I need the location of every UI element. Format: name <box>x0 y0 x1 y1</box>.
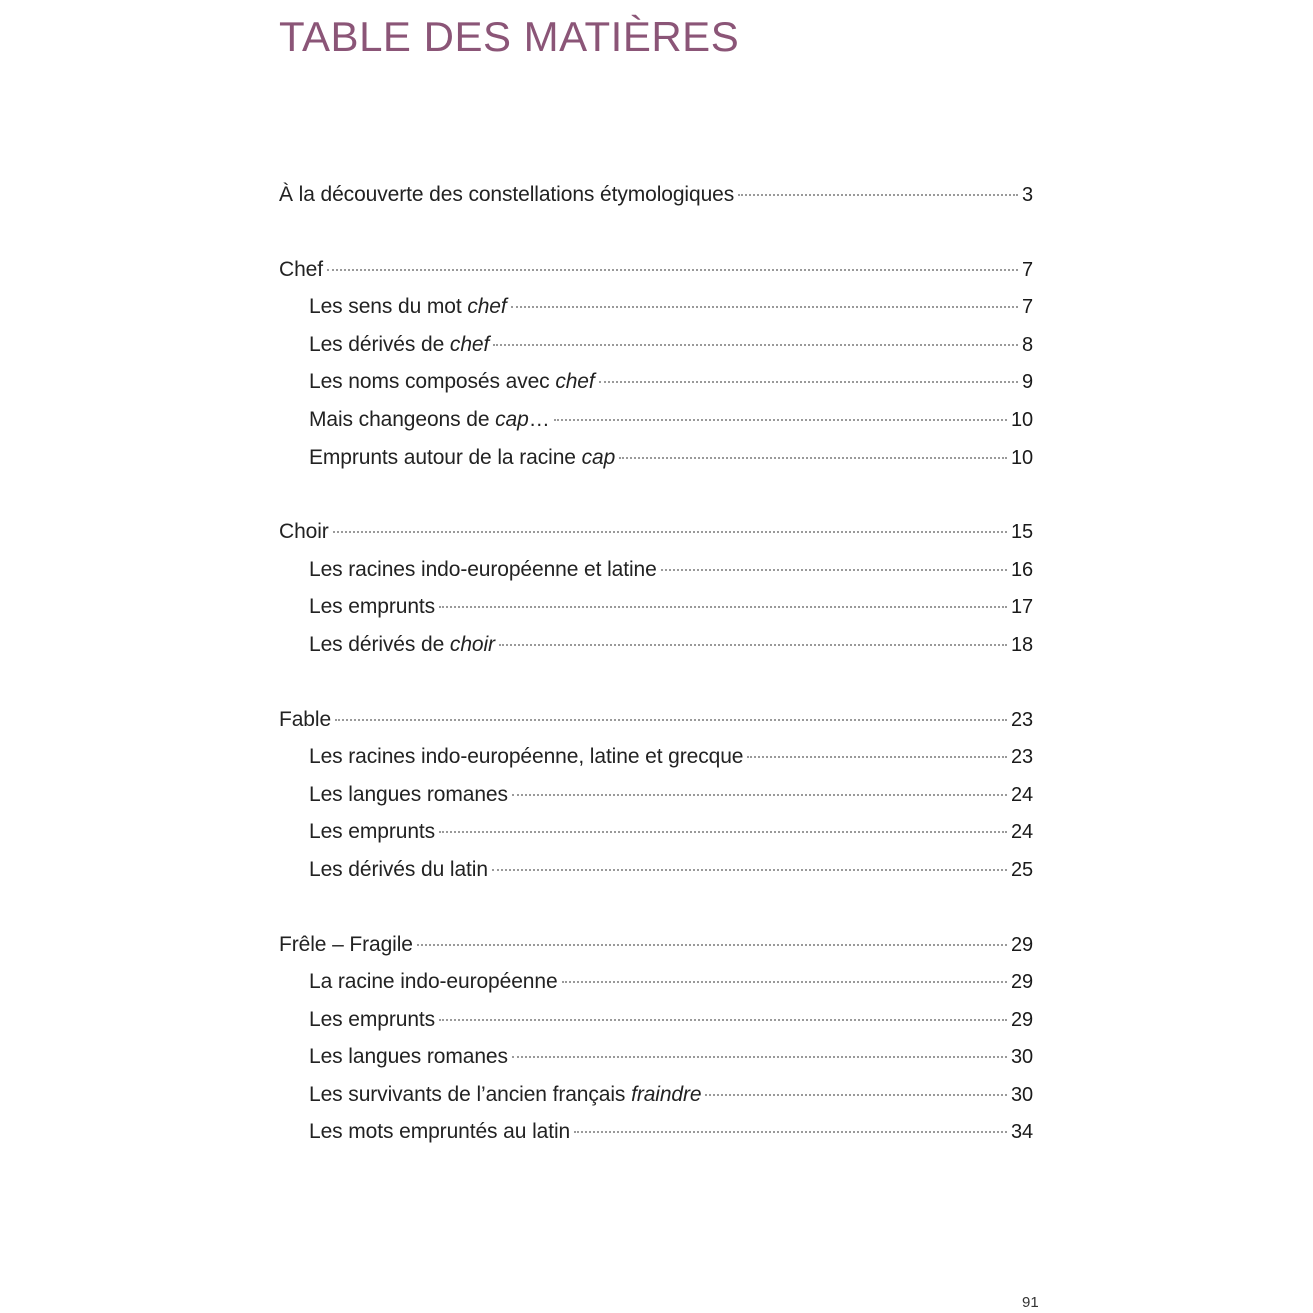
dot-leader <box>335 719 1007 721</box>
entry-label <box>279 701 331 739</box>
entry-label <box>309 288 507 326</box>
dot-leader <box>599 381 1018 383</box>
entry-text: Les dérivés du latin <box>309 857 488 881</box>
entry-label <box>279 176 734 214</box>
entry-text: Les emprunts <box>309 1007 436 1031</box>
entry-text: Frêle – Fragile <box>279 932 413 956</box>
toc-subentry <box>279 776 1033 814</box>
entry-text: La racine indo-européenne <box>309 970 558 994</box>
entry-label <box>309 626 495 664</box>
dot-leader <box>705 1094 1006 1096</box>
entry-label <box>309 326 489 364</box>
entry-label <box>309 401 550 439</box>
entry-label <box>309 1113 570 1151</box>
dot-leader <box>439 831 1007 833</box>
toc-section <box>279 513 1033 663</box>
entry-page-number: 8 <box>1021 333 1033 356</box>
dot-leader <box>512 794 1007 796</box>
entry-text-suffix: … <box>528 407 550 431</box>
entry-page-number: 17 <box>1010 596 1033 619</box>
entry-page-number: 24 <box>1010 821 1033 844</box>
dot-leader <box>562 981 1007 983</box>
toc-section <box>279 926 1033 1152</box>
entry-page-number: 25 <box>1010 858 1033 881</box>
entry-label <box>309 588 435 626</box>
entry-page-number: 7 <box>1021 296 1033 319</box>
page-title: TABLE DES MATIÈRES <box>279 13 740 60</box>
entry-text: Les emprunts <box>309 820 436 844</box>
entry-label <box>309 813 435 851</box>
toc-entry <box>279 513 1033 551</box>
entry-page-number: 23 <box>1010 746 1033 769</box>
entry-label <box>309 439 615 477</box>
toc-subentry <box>279 813 1033 851</box>
entry-italic-term: chef <box>467 295 507 319</box>
toc-entry <box>279 251 1033 289</box>
entry-label <box>309 363 595 401</box>
entry-label <box>279 926 413 964</box>
entry-italic-term: cap <box>581 445 616 469</box>
dot-leader <box>661 569 1007 571</box>
table-of-contents <box>279 176 1033 1188</box>
entry-page-number: 10 <box>1010 446 1033 469</box>
dot-leader <box>333 531 1007 533</box>
entry-page-number: 23 <box>1010 708 1033 731</box>
entry-text: Les langues romanes <box>309 782 508 806</box>
entry-page-number: 16 <box>1010 558 1033 581</box>
toc-entry <box>279 926 1033 964</box>
toc-subentry <box>279 326 1033 364</box>
entry-text: Les noms composés avec <box>309 370 556 394</box>
toc-entry <box>279 701 1033 739</box>
entry-page-number: 18 <box>1010 633 1033 656</box>
entry-italic-term: chef <box>555 370 595 394</box>
dot-leader <box>554 419 1007 421</box>
entry-text: Les emprunts <box>309 595 436 619</box>
entry-text: Choir <box>279 520 329 544</box>
toc-subentry <box>279 551 1033 589</box>
entry-page-number: 24 <box>1010 783 1033 806</box>
toc-entry <box>279 176 1033 214</box>
entry-label <box>309 963 558 1001</box>
entry-text: À la découverte des constellations étymologiques <box>279 183 735 206</box>
entry-text: Les racines indo-européenne et latine <box>309 557 657 581</box>
entry-text: Les sens du mot <box>309 295 468 319</box>
entry-italic-term: fraindre <box>631 1082 702 1106</box>
toc-subentry <box>279 288 1033 326</box>
toc-subentry <box>279 738 1033 776</box>
entry-page-number: 30 <box>1010 1046 1033 1069</box>
entry-page-number: 3 <box>1021 184 1033 206</box>
dot-leader <box>512 1056 1007 1058</box>
dot-leader <box>439 1019 1007 1021</box>
entry-label <box>309 738 743 776</box>
toc-subentry <box>279 401 1033 439</box>
entry-page-number: 9 <box>1021 371 1033 394</box>
entry-label <box>309 776 508 814</box>
toc-subentry <box>279 1076 1033 1114</box>
dot-leader <box>747 756 1007 758</box>
entry-page-number: 15 <box>1010 521 1033 544</box>
entry-text: Les survivants de l’ancien français <box>309 1082 632 1106</box>
dot-leader <box>619 457 1007 459</box>
entry-text: Les langues romanes <box>309 1045 508 1069</box>
entry-label <box>279 251 323 289</box>
entry-italic-term: chef <box>449 332 490 356</box>
entry-label <box>309 1076 701 1114</box>
toc-subentry <box>279 626 1033 664</box>
entry-text: Emprunts autour de la racine <box>309 445 582 469</box>
entry-page-number: 10 <box>1010 408 1033 431</box>
entry-label <box>309 551 657 589</box>
toc-section <box>279 176 1033 214</box>
entry-label <box>279 513 329 551</box>
dot-leader <box>738 194 1018 196</box>
page-number: 91 <box>1022 1294 1039 1311</box>
dot-leader <box>439 606 1007 608</box>
toc-subentry <box>279 1001 1033 1039</box>
entry-label <box>309 1001 435 1039</box>
entry-text: Les racines indo-européenne, latine et grecque <box>309 745 744 769</box>
toc-subentry <box>279 851 1033 889</box>
entry-page-number: 34 <box>1010 1121 1033 1144</box>
toc-subentry <box>279 1113 1033 1151</box>
entry-text: Fable <box>279 707 332 731</box>
entry-italic-term: choir <box>449 632 495 656</box>
entry-text: Les dérivés de <box>309 632 450 656</box>
entry-page-number: 30 <box>1010 1083 1033 1106</box>
entry-page-number: 29 <box>1010 933 1033 956</box>
dot-leader <box>492 869 1007 871</box>
entry-text: Les mots empruntés au latin <box>309 1120 571 1144</box>
toc-subentry <box>279 588 1033 626</box>
dot-leader <box>511 306 1018 308</box>
dot-leader <box>499 644 1007 646</box>
entry-page-number: 29 <box>1010 971 1033 994</box>
toc-subentry <box>279 963 1033 1001</box>
entry-label <box>309 851 488 889</box>
toc-section <box>279 701 1033 889</box>
entry-text: Les dérivés de <box>309 332 450 356</box>
dot-leader <box>417 944 1007 946</box>
toc-subentry <box>279 439 1033 477</box>
dot-leader <box>327 269 1018 271</box>
toc-section <box>279 251 1033 477</box>
entry-page-number: 7 <box>1021 258 1033 281</box>
dot-leader <box>574 1131 1007 1133</box>
entry-italic-term: cap <box>495 407 529 431</box>
toc-subentry <box>279 363 1033 401</box>
entry-label <box>309 1038 508 1076</box>
toc-subentry <box>279 1038 1033 1076</box>
dot-leader <box>493 344 1018 346</box>
entry-text: Mais changeons de <box>309 407 496 431</box>
entry-text: Chef <box>279 257 323 281</box>
entry-page-number: 29 <box>1010 1008 1033 1031</box>
